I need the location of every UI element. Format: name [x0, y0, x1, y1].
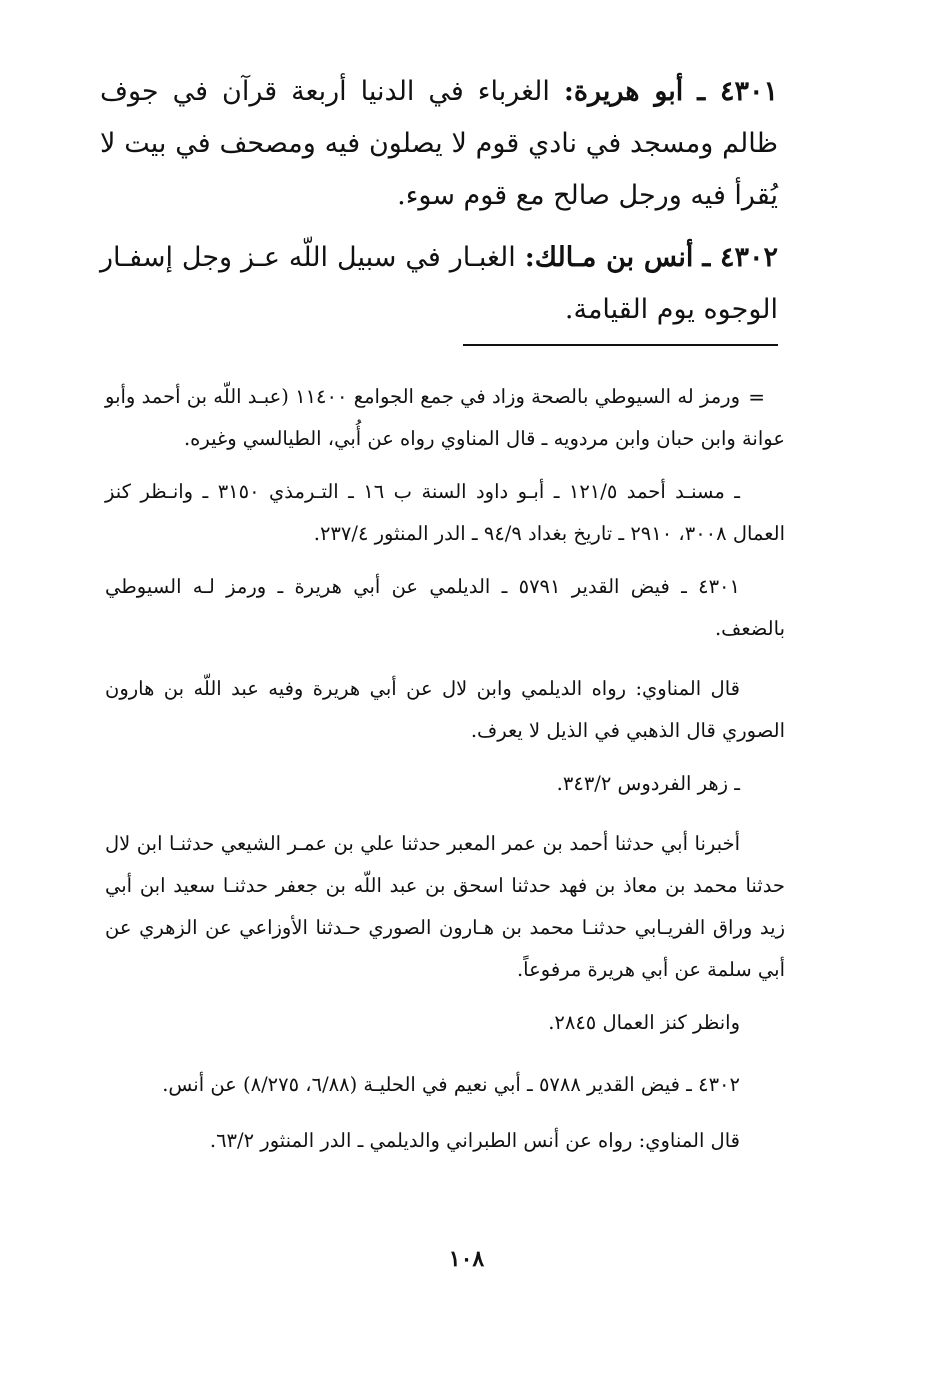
footnote-paragraph: [105, 376, 785, 460]
footnote-paragraph: [105, 566, 785, 650]
footnote-paragraph: [105, 1120, 785, 1162]
page-number: ١٠٨: [448, 1246, 485, 1272]
continuation-mark: =: [748, 385, 765, 409]
hadith-entry-4302: [100, 232, 778, 336]
entry-author: أنس بن مـالك:: [524, 242, 694, 273]
footnote-paragraph: [105, 668, 785, 752]
footnote-text: أخبرنا أبي حدثنا أحمد بن عمر المعبر حدثنا علي بن عمـر الشيعي حدثنـا ابن لال حدثنا محمد بن معاذ بن فهد حدثنا اسحق بن عبد اللّه بن جعفر حدثنـا سعيد ابن أبي زيد وراق الفريـابي حدثنـا محمد بن هـارون الصوري حـدثنا الأوزاعي عن الزهري عن أبي سلمة عن أبي هريرة مرفوعاً.: [105, 832, 785, 981]
footnote-separator: [463, 344, 778, 346]
footnote-text: ٤٣٠١ ـ فيض القدير ٥٧٩١ ـ الديلمي عن أبي هريرة ـ ورمز لـه السيوطي بالضعف.: [105, 575, 785, 640]
entry-author: أبو هريرة:: [563, 76, 684, 107]
footnotes: [105, 376, 785, 1173]
entry-text: الغرباء في الدنيا أربعة قرآن في جوف ظالم ومسجد في نادي قوم لا يصلون فيه ومصحف في بيت لا يُقرأ فيه ورجل صالح مع قوم سوء.: [100, 76, 778, 211]
footnote-text: ٤٣٠٢ ـ فيض القدير ٥٧٨٨ ـ أبي نعيم في الحليـة (٦/٨٨، ٨/٢٧٥) عن أنس.: [162, 1073, 740, 1096]
entry-number: ٤٣٠٢ ـ: [702, 242, 779, 273]
footnote-text: ورمز له السيوطي بالصحة وزاد في جمع الجوامع ١١٤٠٠ (عبـد اللّه بن أحمد وأبو عوانة وابن حبان وابن مردويه ـ قال المناوي رواه عن أُبي، الطيالسي وغيره.: [105, 385, 785, 450]
entry-text: الغبـار في سبيل اللّه عـز وجل إسفـار الوجوه يوم القيامة.: [100, 242, 778, 325]
footnote-text: ـ زهر الفردوس ٣٤٣/٢.: [556, 772, 740, 795]
footnote-paragraph: [105, 763, 785, 805]
footnote-paragraph: [105, 1002, 785, 1044]
hadith-entry-4301: [100, 66, 778, 222]
footnote-text: قال المناوي: رواه عن أنس الطبراني والديلمي ـ الدر المنثور ٦٣/٢.: [209, 1129, 740, 1152]
footnote-paragraph: [105, 471, 785, 555]
footnote-text: وانظر كنز العمال ٢٨٤٥.: [548, 1011, 740, 1034]
footnote-text: قال المناوي: رواه الديلمي وابن لال عن أبي هريرة وفيه عبد اللّه بن هارون الصوري قال الذهبي في الذيل لا يعرف.: [105, 677, 785, 742]
entry-number: ٤٣٠١ ـ: [697, 76, 778, 107]
footnote-paragraph: [105, 823, 785, 991]
main-text: [100, 66, 778, 346]
footnote-paragraph: [105, 1064, 785, 1106]
footnote-text: ـ مسنـد أحمد ١٢١/٥ ـ أبـو داود السنة ب ١٦ ـ التـرمذي ٣١٥٠ ـ وانـظر كنز العمال ٣٠٠٨، ٢٩١٠ ـ تاريخ بغداد ٩٤/٩ ـ الدر المنثور ٢٣٧/٤.: [105, 480, 785, 545]
